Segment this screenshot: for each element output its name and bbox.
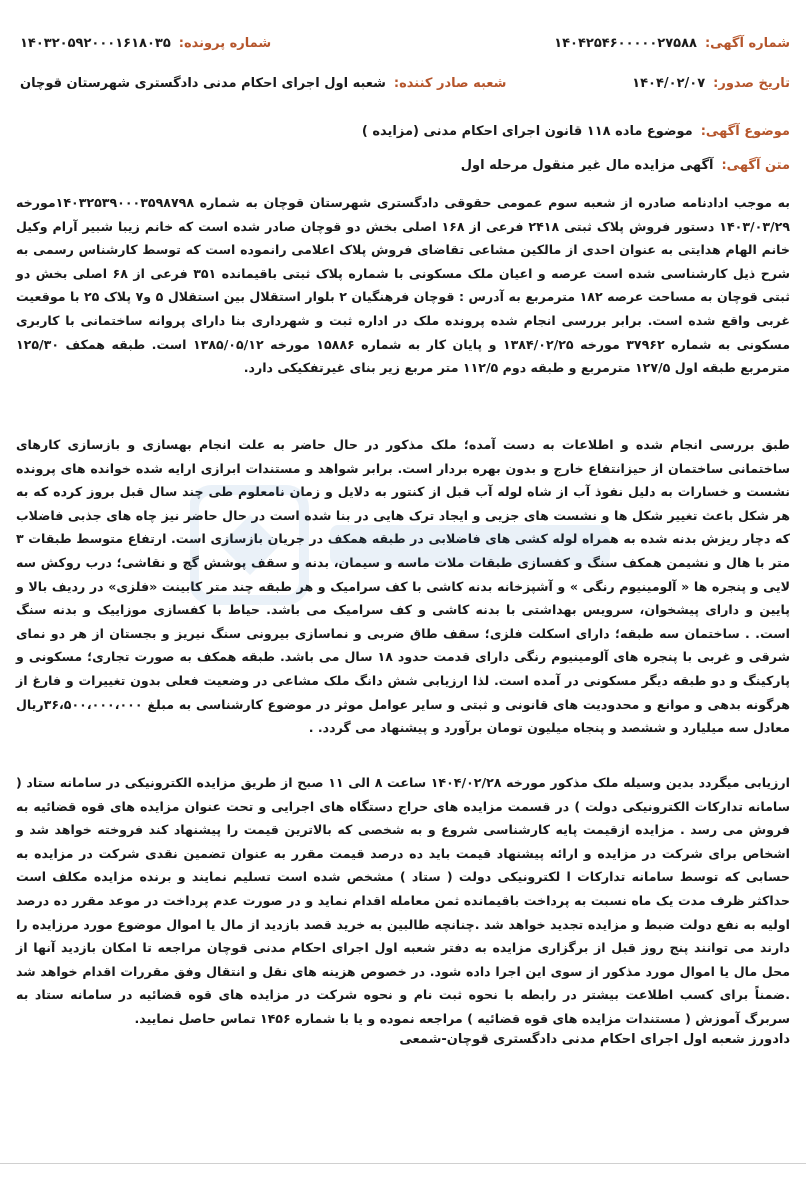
signature-line: دادورز شعبه اول اجرای احکام مدنی دادگستری قوچان-شمعی [399, 1032, 790, 1047]
ad-number-value: ۱۴۰۴۲۵۴۶۰۰۰۰۰۲۷۵۸۸ [554, 36, 697, 51]
case-number-value: ۱۴۰۳۲۰۵۹۲۰۰۰۱۶۱۸۰۳۵ [20, 36, 171, 51]
issue-date-label: تاریخ صدور: [713, 76, 790, 91]
ad-number-label: شماره آگهی: [704, 36, 790, 51]
paragraph-court-order: به موجب ادادنامه صادره از شعبه سوم عمومی حقوقی دادگستری شهرستان قوچان به شماره ۱۴۰۳۲۵۳۹۰۰۰۳۵۹۸۷۹۸مورخه ۱۴۰۳/۰۳/۲۹ دستور فروش پلاک ثبتی ۲۴۱۸ فرعی از ۱۶۸ اصلی بخش دو قوچان صادر شده است که خانم زیبا شبیر آرام وکیل خانم الهام هدایتی به عنوان احدی از مالکین مشاعی تقاضای فروش پلاک اعلامی رانموده است که توسط کارشناس رسمی به شرح ذیل کارشناسی شده است عرصه و اعیان ملک مسکونی با شماره پلاک ثبتی باقیمانده ۳۵۱ فرعی از ۶۸ اصلی بخش دو ثبتی قوچان به مساحت عرصه ۱۸۲ مترمربع به آدرس : قوچان فرهنگیان ۲ بلوار استقلال بین استقلال ۵ و۷ پلاک ۲۵ با موقعیت غربی واقع شده است. برابر بررسی انجام شده پرونده ملک در اداره ثبت و شهرداری بنا دارای پروانه ساختمانی با کاربری مسکونی به شماره ۳۷۹۶۲ مورخه ۱۳۸۴/۰۲/۲۵ و پایان کار به شماره ۱۵۸۸۶ مورخه ۱۳۸۵/۰۵/۱۲ است. طبقه همکف ۱۲۵/۳۰ مترمربع طبقه اول ۱۲۷/۵ مترمربع و طبقه دوم ۱۱۲/۵ متر مربع زیر بنای غیرتفکیکی دارد. [16, 195, 790, 376]
issuer-value: شعبه اول اجرای احکام مدنی دادگستری شهرستان قوچان [20, 76, 386, 91]
ad-title-line [20, 158, 790, 173]
issue-date-value: ۱۴۰۴/۰۲/۰۷ [632, 76, 706, 91]
header-row-issuer [20, 76, 790, 91]
page-bottom-divider [0, 1163, 806, 1164]
ad-number-group [554, 36, 790, 51]
ad-title-label: متن آگهی: [721, 158, 790, 173]
case-number-group [20, 36, 271, 51]
issuer-label: شعبه صادر کننده: [393, 76, 507, 91]
case-number-label: شماره پرونده: [178, 36, 272, 51]
paragraph-property-description: طبق بررسی انجام شده و اطلاعات به دست آمده؛ ملک مذکور در حال حاضر به علت انجام بهسازی و بازسازی کارهای ساختمانی ساختمان از حیزانتفاع خارج و بدون بهره بردار است. برابر شواهد و مستندات ابرازی ارایه شده خوانده های پرونده نشست و خسارات به دلیل نفوذ آب از شاه لوله آب قبل از کنتور به دلایل و زمان نامعلوم طی چند سال قبل بروز کرده که به هر شکل باعث تغییر شکل ها و نشست های جزیی و ایجاد ترک هایی در بنا شده است در حال حاضر نیز چاه های جذبی فاضلاب که دچار ریزش بدنه شده به همراه لوله کشی های فاضلابی در طبقه همکف در جریان بازسازی است. ارتفاع متوسط طبقات ۳ متر با هال و نشیمن همکف سنگ و کفسازی طبقات ملات ماسه و سیمان، بدنه و سقف پوشش گچ و نقاشی؛ درب روکش سه لایی و پنجره ها « آلومینیوم رنگی » و آشپزخانه بدنه کاشی با کف سرامیک و هر طبقه چند متر کابینت «فلزی» در ردیف بالا و پایین و دارای پیشخوان، سرویس بهداشتی با بدنه کاشی و کف سرامیک می باشد. حیاط با کفسازی موزاییک و بدنه سنگ است. . ساختمان سه طبقه؛ دارای اسکلت فلزی؛ سقف طاق ضربی و نماسازی بیرونی سنگ نیریز و بجستان از هر دو نمای شرقی و غربی با پنجره های آلومینیوم رنگی دارای قدمت حدود ۱۸ سال می باشد. طبقه همکف به صورت تجاری؛ مسکونی و پارکینگ و دو طبقه دیگر مسکونی در آمده است. لذا ارزیابی شش دانگ ملک مشاعی در وضعیت فعلی بدون تغییرات و فارغ از هرگونه بدهی و موانع و محدودیت های قانونی و ثبتی و سایر عوامل موثر در موضوع کارشناسی به مبلغ ۳۶،۵۰۰،۰۰۰،۰۰۰ریال معادل سه میلیارد و ششصد و پنجاه میلیون تومان برآورد و پیشنهاد می گردد. . [16, 437, 791, 736]
ad-title-text: آگهی مزایده مال غیر منقول مرحله اول [460, 158, 714, 173]
issue-date-group [632, 76, 790, 91]
subject-label: موضوع آگهی: [700, 124, 790, 139]
header-row-numbers [20, 36, 790, 51]
subject-line [20, 124, 790, 139]
paragraph-auction-terms: ارزیابی میگردد بدین وسیله ملک مذکور مورخه ۱۴۰۴/۰۲/۲۸ ساعت ۸ الی ۱۱ صبح از طریق مزایده الکترونیکی در سامانه ستاد ( سامانه تدارکات الکترونیکی دولت ) در قسمت مزایده های حراج دستگاه های اجرایی و تحت عنوان مزایده های قوه قضائیه به فروش می رسد . مزایده ازقیمت پایه کارشناسی شروع و به شخصی که بالاترین قیمت را پیشنهاد کند فروخته خواهد شد و اشخاص برای شرکت در مزایده و ارائه پیشنهاد قیمت باید ده درصد قیمت مقرر به عنوان تضمین نقدی شرکت در مزایده به حسابی که توسط سامانه تدارکات ا لکترونیکی دولت ( ستاد ) مشخص شده است تسلیم نمایند و برنده مزایده مکلف است حداکثر ظرف مدت یک ماه نسبت به پرداخت باقیمانده ثمن معامله اقدام نماید و در صورت عدم پرداخت در موعد مقرر ده درصد اولیه به نفع دولت ضبط و مزایده تجدید خواهد شد .چنانچه طالبین به خرید قصد بازدید از مال یا اموال موضوع مورد مرزایده را دارند می توانند پنج روز قبل از برگزاری مزایده به دفتر شعبه اول اجرای احکام مدنی قوچان مراجعه تا امکان بازدید آنها از محل مال یا اموال مورد مذکور از سوی این اجرا داده شود. در خصوص هزینه های نقل و انتقال وفق مقررات اقدام خواهد شد .ضمناً برای کسب اطلاعت بیشتر در رابطه با نحوه ثبت نام و نحوه شرکت در مزایده های قوه قضائیه در سامانه ستاد به سربرگ آموزش ( مستندات مزایده های قوه قضائیه ) مراجعه نموده و یا با شماره ۱۴۵۶ تماس حاصل نمایید. [16, 775, 790, 1026]
subject-text: موضوع ماده ۱۱۸ قانون اجرای احکام مدنی (مزایده ) [361, 124, 693, 139]
issuer-group [20, 76, 506, 91]
